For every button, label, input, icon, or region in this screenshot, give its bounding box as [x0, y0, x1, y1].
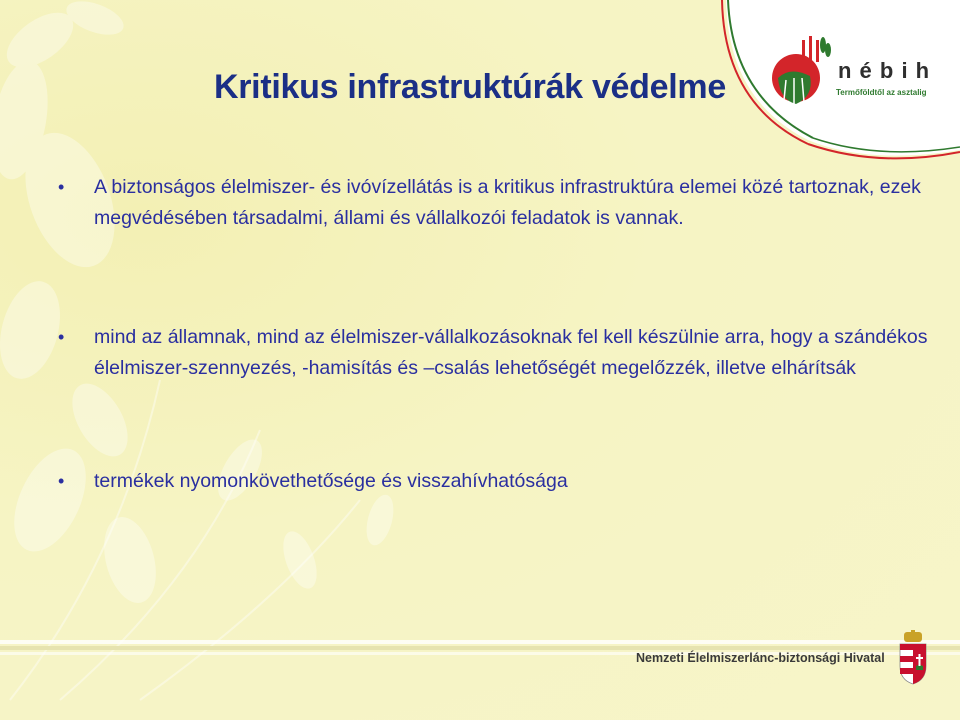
bullet-text: termékek nyomonkövethetősége és visszahívhatósága [94, 470, 568, 492]
nebih-logo [718, 0, 960, 165]
bullet-item [58, 172, 934, 234]
bullet-text: mind az államnak, mind az élelmiszer-vállalkozásoknak fel kell készülnie arra, hogy a szándékos élelmiszer-szennyezés, -hamisítás és –csalás lehetőségét megelőzzék, illetve elhárítsák [94, 326, 928, 379]
bullet-text: A biztonságos élelmiszer- és ivóvízellátás is a kritikus infrastruktúra elemei közé tartoznak, ezek megvédésében társadalmi, állami és vállalkozói feladatok is vannak. [94, 176, 921, 229]
footer-institution-name: Nemzeti Élelmiszerlánc-biztonsági Hivatal [636, 651, 885, 665]
logo-tagline: Termőföldtől az asztalig [836, 88, 927, 97]
logo-name: n é b i h [838, 58, 931, 83]
hungarian-coat-of-arms-icon [896, 630, 930, 686]
bullet-marker: • [58, 471, 65, 491]
slide-title: Kritikus infrastruktúrák védelme [214, 68, 726, 106]
bullet-item [58, 322, 934, 384]
bullet-marker: • [58, 177, 65, 197]
bullet-marker: • [58, 327, 65, 347]
bullet-item [58, 466, 934, 497]
